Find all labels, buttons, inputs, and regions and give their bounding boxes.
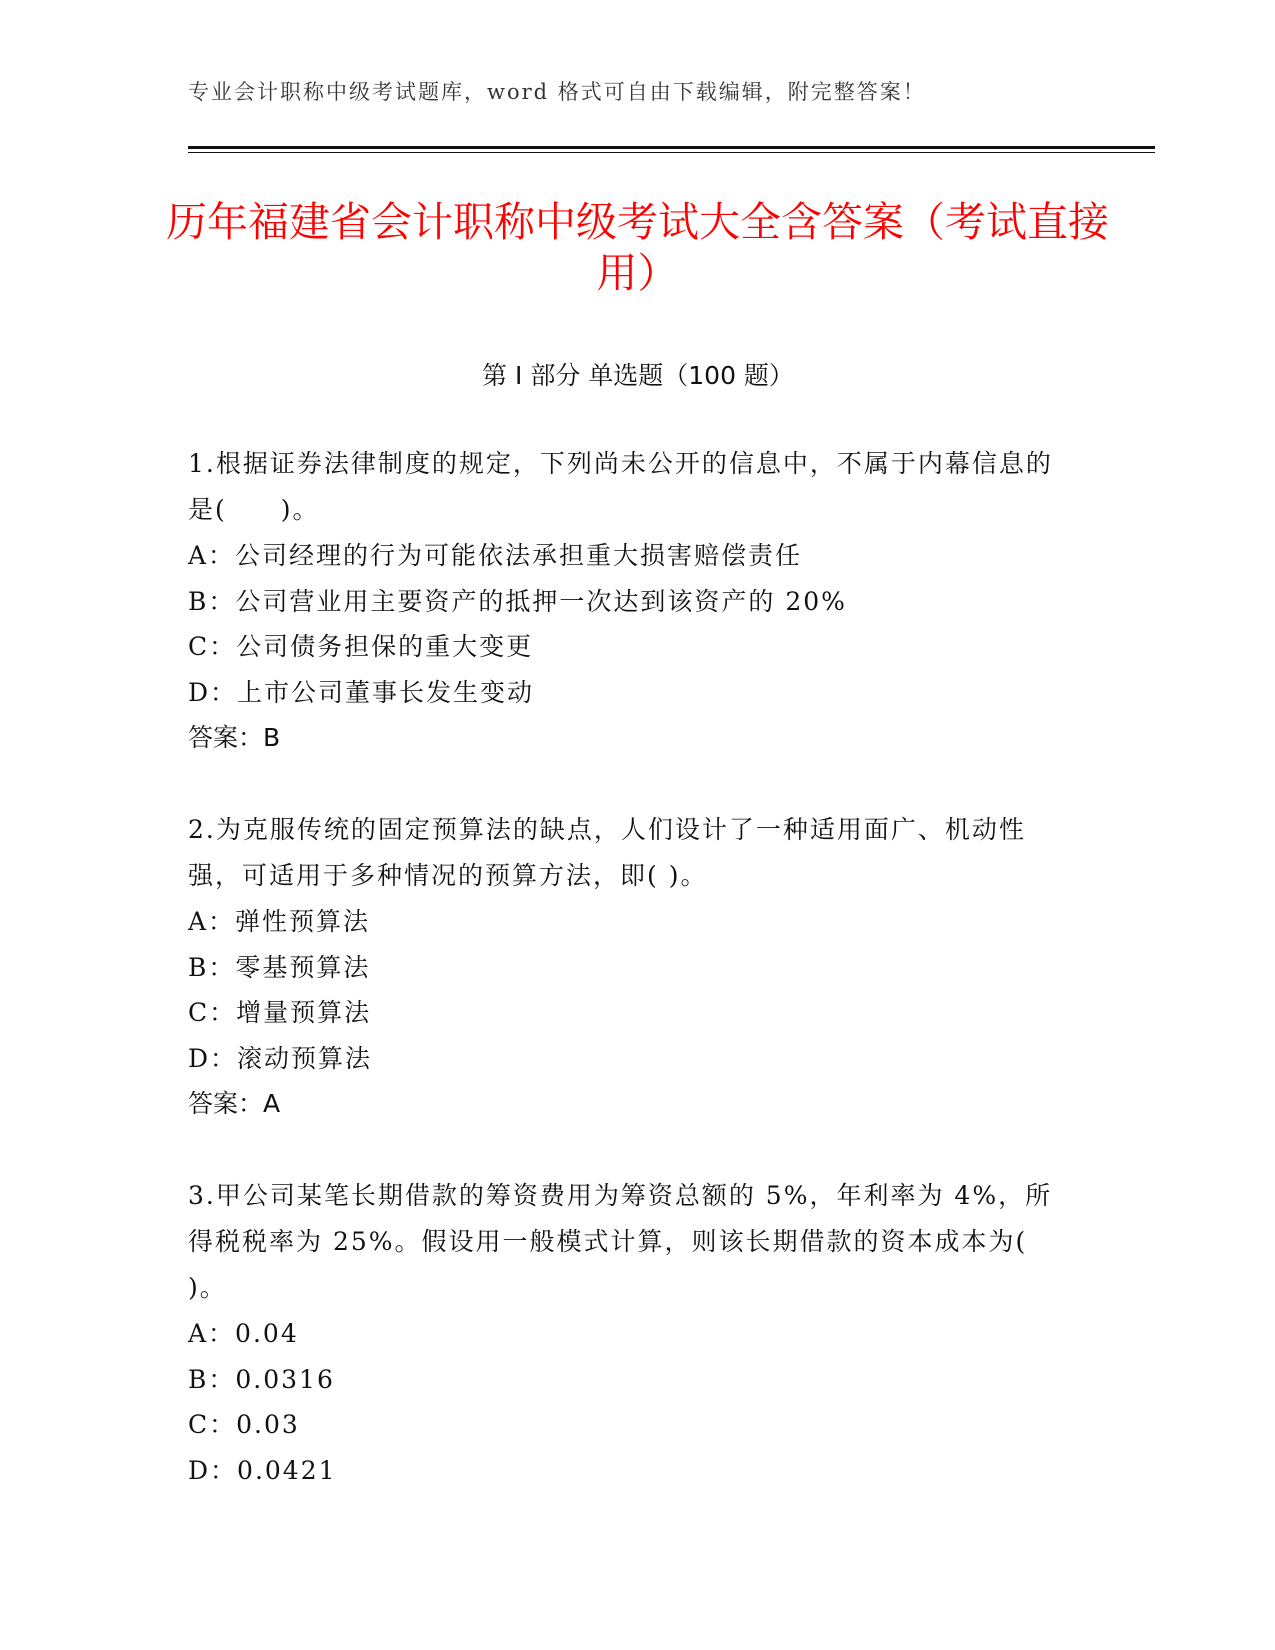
document-title: 历年福建省会计职称中级考试大全含答案（考试直接用）: [166, 198, 1109, 297]
option-c: C：增量预算法: [188, 998, 372, 1027]
option-a: A：弹性预算法: [188, 907, 371, 936]
question-stem: 3.甲公司某笔长期借款的筹资费用为筹资总额的 5%，年利率为 4%，所得税税率为 25%。假设用一般模式计算，则该长期借款的资本成本为( )。: [188, 1181, 1053, 1302]
option-c: C：公司债务担保的重大变更: [188, 632, 534, 661]
answer: 答案：A: [188, 1089, 281, 1118]
header-note: 专业会计职称中级考试题库，word 格式可自由下载编辑，附完整答案！: [188, 80, 926, 104]
answer: 答案：B: [188, 723, 281, 752]
option-b: B：零基预算法: [188, 952, 371, 982]
section-heading: 第 I 部分 单选题（100 题）: [482, 361, 794, 390]
question-1: [188, 441, 1073, 761]
option-c: C：0.03: [188, 1410, 300, 1439]
option-b: B：0.0316: [188, 1364, 335, 1394]
question-stem: 1.根据证券法律制度的规定，下列尚未公开的信息中，不属于内幕信息的是( )。: [188, 449, 1053, 524]
question-2: [188, 807, 1073, 1127]
option-b: B：公司营业用主要资产的抵押一次达到该资产的 20%: [188, 586, 847, 616]
option-a: A：0.04: [188, 1319, 299, 1348]
header-divider: [188, 146, 1155, 149]
option-d: D：滚动预算法: [188, 1043, 373, 1073]
question-list: [188, 441, 1073, 1539]
question-stem: 2.为克服传统的固定预算法的缺点，人们设计了一种适用面广、机动性强，可适用于多种情况的预算方法，即( )。: [188, 815, 1026, 890]
question-3: [188, 1173, 1073, 1493]
option-d: D：0.0421: [188, 1455, 337, 1485]
header-divider-thin: [188, 152, 1155, 153]
option-a: A：公司经理的行为可能依法承担重大损害赔偿责任: [188, 541, 803, 570]
option-d: D：上市公司董事长发生变动: [188, 677, 535, 707]
